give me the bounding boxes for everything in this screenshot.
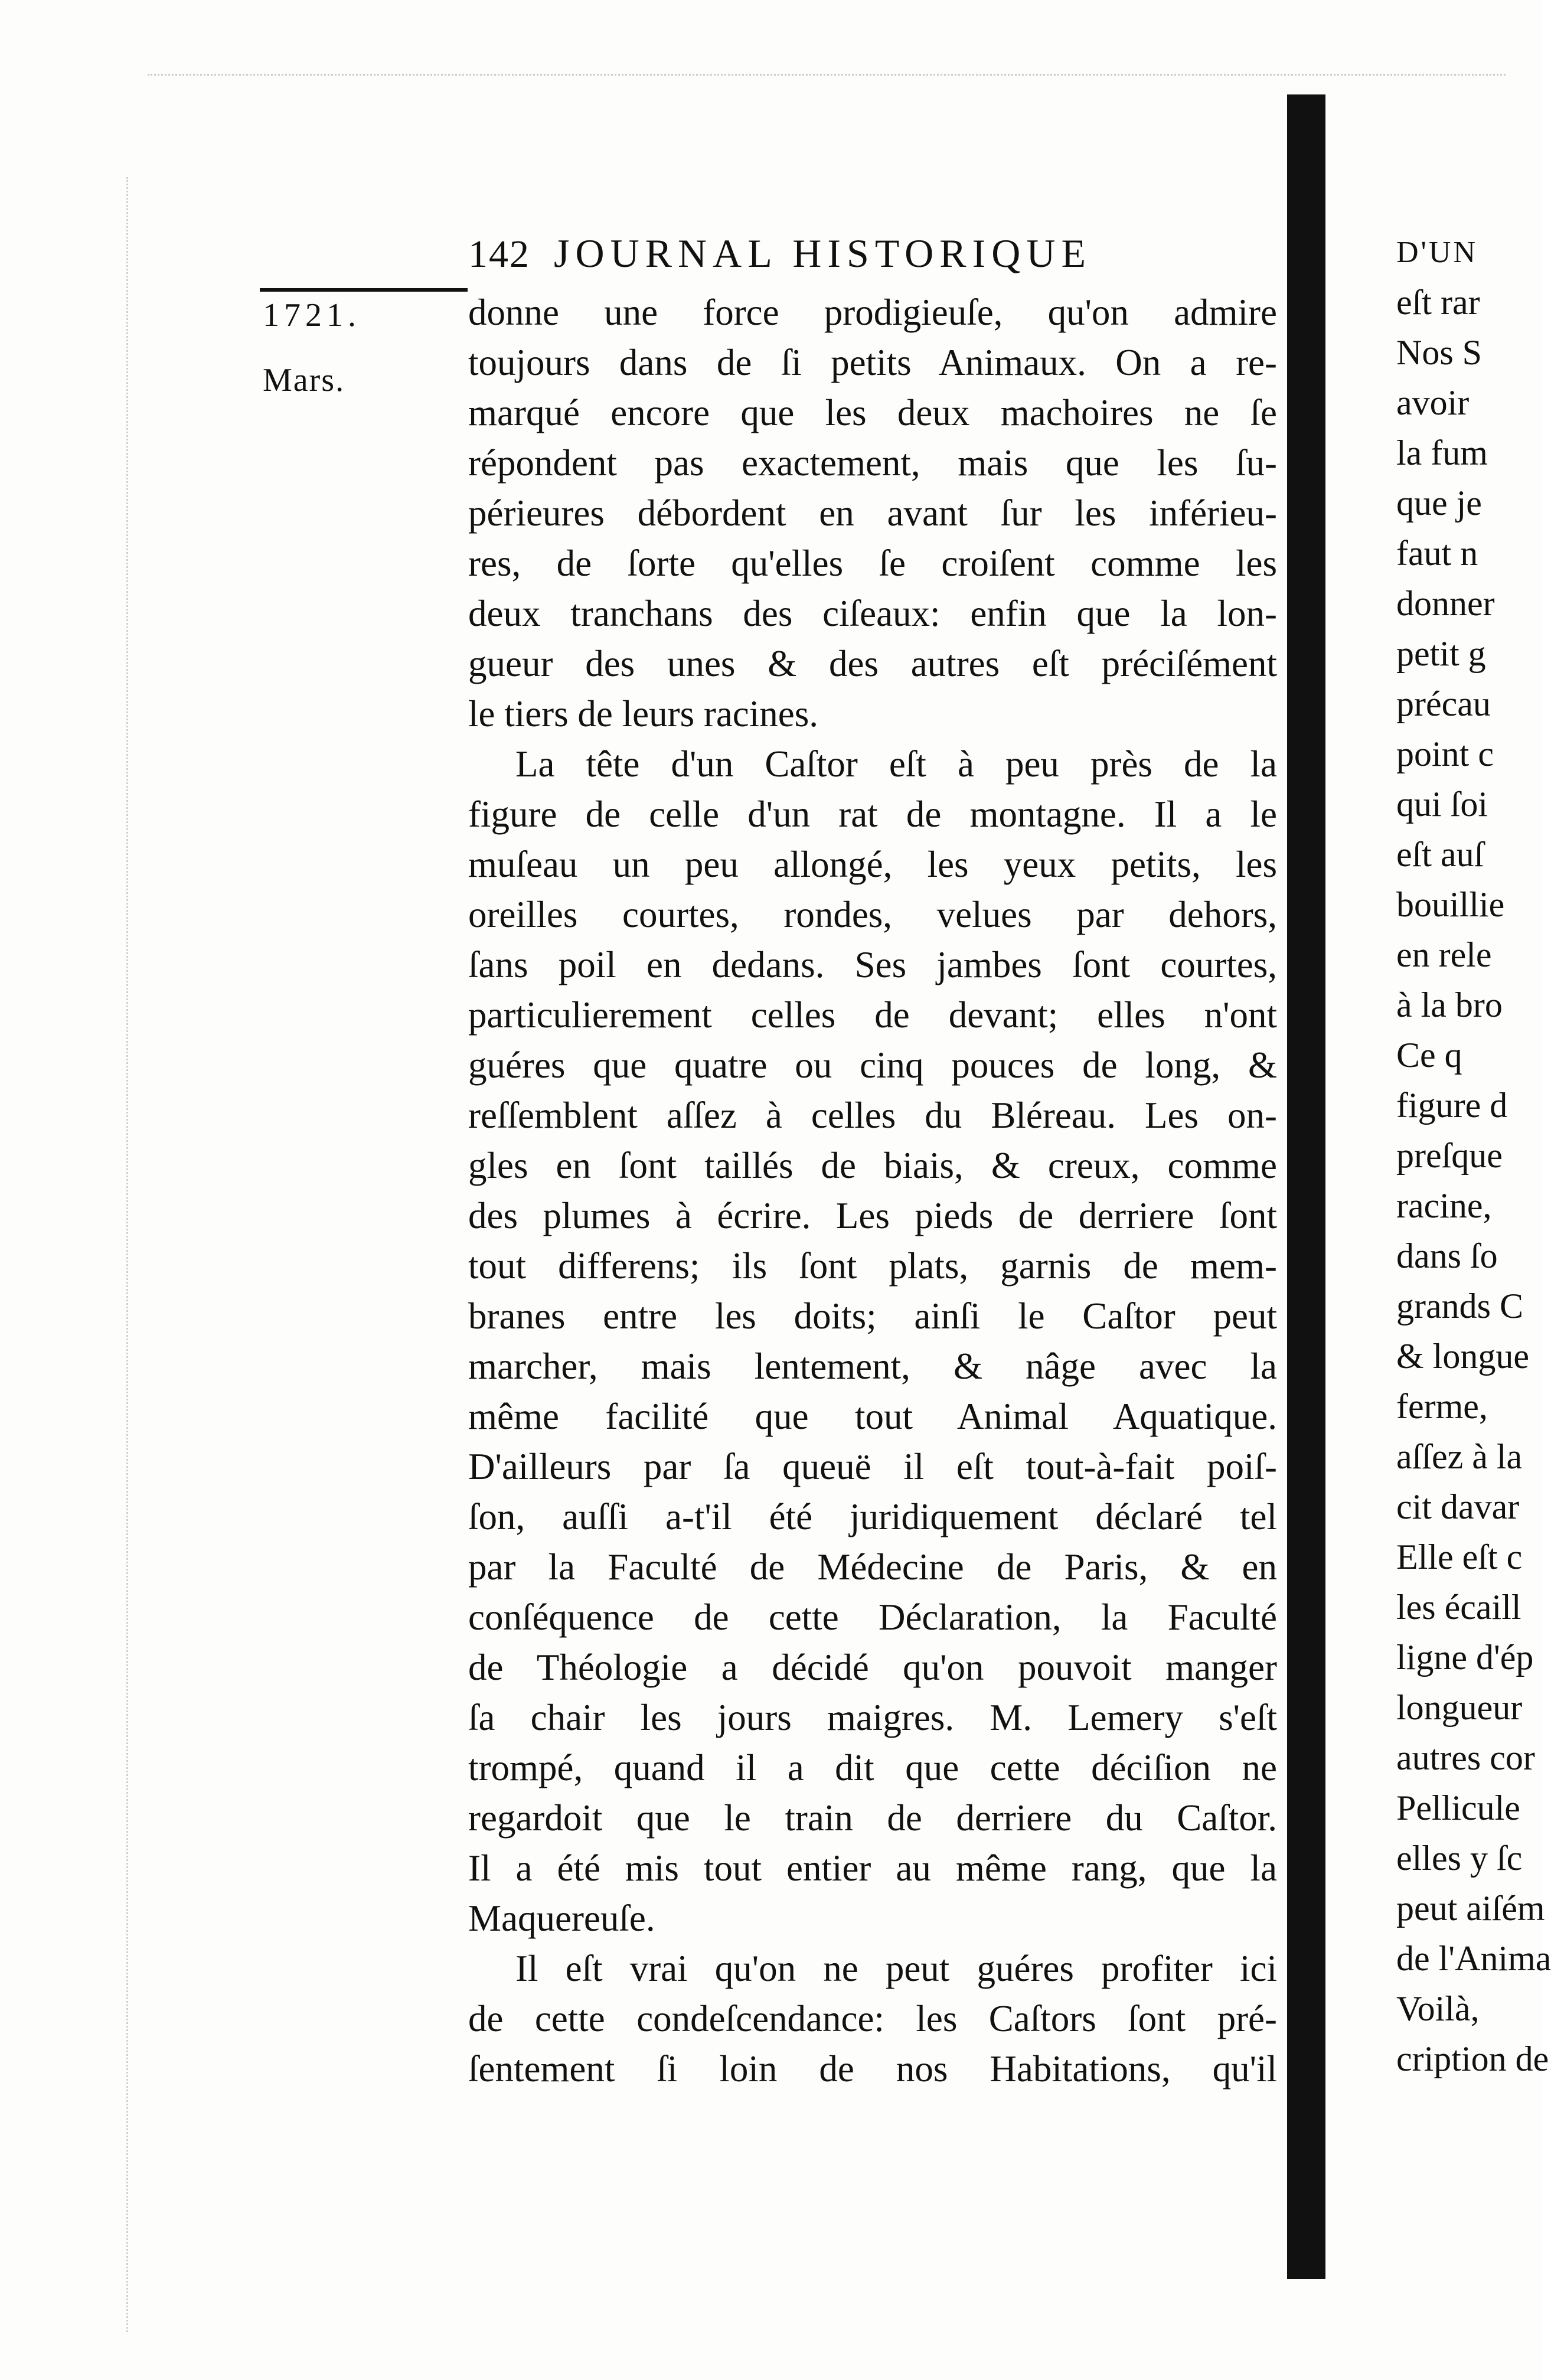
text-line: trompé, quand il a dit que cette déciſion ne (468, 1747, 1277, 1788)
next-page-line: cit davar (1396, 1487, 1520, 1526)
running-head (468, 230, 1277, 283)
next-page-line: la fum (1396, 433, 1488, 472)
text-line: Maquereuſe. (468, 1898, 655, 1939)
next-page-line: elles y ſc (1396, 1839, 1523, 1878)
next-page-fragment (1396, 227, 1551, 2078)
next-page-line: racine, (1396, 1186, 1492, 1225)
next-page-line: précau (1396, 684, 1491, 723)
next-page-line: donner (1396, 584, 1495, 623)
page-left-edge (126, 177, 129, 2332)
next-page-line: bouillie (1396, 885, 1505, 924)
text-line: marqué encore que les deux machoires ne ſe (468, 392, 1277, 433)
next-page-line: autres cor (1396, 1738, 1535, 1777)
next-page-line: cription de (1396, 2039, 1549, 2078)
next-page-line: figure d (1396, 1086, 1508, 1125)
margin-rule (260, 288, 468, 292)
text-line: par la Faculté de Médecine de Paris, & en (468, 1546, 1277, 1588)
next-page-line: Pellicule (1396, 1788, 1520, 1827)
next-page-line: en rele (1396, 935, 1492, 974)
next-page-line: que je (1396, 484, 1482, 523)
next-page-line: peut aiſém (1396, 1889, 1545, 1928)
next-page-line: Nos S (1396, 333, 1483, 372)
next-page-line: ligne d'ép (1396, 1638, 1534, 1677)
next-page-line: D'UN (1396, 236, 1478, 269)
text-line: ſans poil en dedans. Ses jambes ſont courtes, (468, 944, 1277, 985)
text-line: le tiers de leurs racines. (468, 693, 818, 734)
margin-year: 1721. (263, 297, 361, 334)
text-line: de cette condeſcendance: les Caſtors ſont pré- (468, 1998, 1277, 2039)
text-line: répondent pas exactement, mais que les ſu- (468, 442, 1277, 484)
text-line: marcher, mais lentement, & nâge avec la (468, 1346, 1277, 1387)
book-gutter-shadow (1287, 94, 1325, 2279)
text-line: tout differens; ils ſont plats, garnis de mem- (468, 1245, 1277, 1287)
next-page-line: eſt rar (1396, 283, 1480, 322)
text-line: muſeau un peu allongé, les yeux petits, les (468, 844, 1277, 885)
text-line: Il a été mis tout entier au même rang, que la (468, 1847, 1277, 1889)
body-text (468, 288, 1277, 2094)
margin-month: Mars. (263, 362, 345, 399)
text-line: La tête d'un Caſtor eſt à peu près de la (515, 743, 1277, 785)
page-number: 142 (468, 233, 530, 276)
next-page-line: point c (1396, 734, 1494, 773)
next-page-line: longueur (1396, 1688, 1523, 1727)
text-line: même facilité que tout Animal Aquatique. (468, 1396, 1277, 1437)
text-line: figure de celle d'un rat de montagne. Il a le (468, 794, 1277, 835)
text-line: périeures débordent en avant ſur les inférieu- (468, 492, 1277, 534)
text-line: de Théologie a décidé qu'on pouvoit manger (468, 1647, 1277, 1688)
running-title: JOURNAL HISTORIQUE (554, 231, 1092, 276)
next-page-line: ferme, (1396, 1387, 1488, 1426)
text-line: ſon, auſſi a-t'il été juridiquement déclaré tel (468, 1496, 1277, 1537)
text-line: regardoit que le train de derriere du Caſtor. (468, 1797, 1277, 1839)
next-page-line: Ce q (1396, 1036, 1462, 1075)
text-line: particulierement celles de devant; elles n'ont (468, 994, 1277, 1036)
next-page-line: qui ſoi (1396, 785, 1488, 824)
next-page-line: Voilà, (1396, 1989, 1480, 2028)
text-line: oreilles courtes, rondes, velues par dehors, (468, 894, 1277, 935)
next-page-line: de l'Anima (1396, 1939, 1551, 1978)
text-line: gueur des unes & des autres eſt préciſément (468, 643, 1277, 684)
next-page-line: à la bro (1396, 985, 1503, 1024)
text-line: D'ailleurs par ſa queuë il eſt tout-à-fait poiſ- (468, 1446, 1277, 1487)
next-page-line: avoir (1396, 383, 1470, 422)
page-edge-specks (148, 74, 1506, 77)
text-line: Il eſt vrai qu'on ne peut guéres profiter ici (515, 1948, 1277, 1989)
text-line: des plumes à écrire. Les pieds de derriere ſont (468, 1195, 1277, 1236)
next-page-line: dans ſo (1396, 1236, 1498, 1275)
text-line: ſa chair les jours maigres. M. Lemery s'eſt (468, 1697, 1277, 1738)
text-line: branes entre les doits; ainſi le Caſtor peut (468, 1295, 1277, 1337)
text-line: res, de ſorte qu'elles ſe croiſent comme les (468, 543, 1277, 584)
text-line: deux tranchans des ciſeaux: enfin que la lon- (468, 593, 1277, 634)
next-page-line: grands C (1396, 1287, 1523, 1326)
next-page-line: les écaill (1396, 1588, 1521, 1627)
text-line: toujours dans de ſi petits Animaux. On a re- (468, 342, 1277, 383)
next-page-line: faut n (1396, 534, 1478, 573)
text-line: reſſemblent aſſez à celles du Bléreau. Les on- (468, 1095, 1277, 1136)
next-page-line: & longue (1396, 1337, 1529, 1376)
text-line: conſéquence de cette Déclaration, la Faculté (468, 1597, 1277, 1638)
text-line: gles en ſont taillés de biais, & creux, comme (468, 1145, 1277, 1186)
text-line: guéres que quatre ou cinq pouces de long, & (468, 1044, 1277, 1086)
text-line: ſentement ſi loin de nos Habitations, qu'il (468, 2048, 1277, 2090)
next-page-line: eſt auſ (1396, 835, 1484, 874)
next-page-line: preſque (1396, 1136, 1503, 1175)
next-page-line: petit g (1396, 634, 1486, 673)
text-line: donne une force prodigieuſe, qu'on admire (468, 292, 1277, 333)
next-page-line: aſſez à la (1396, 1437, 1523, 1476)
next-page-line: Elle eſt c (1396, 1537, 1523, 1576)
